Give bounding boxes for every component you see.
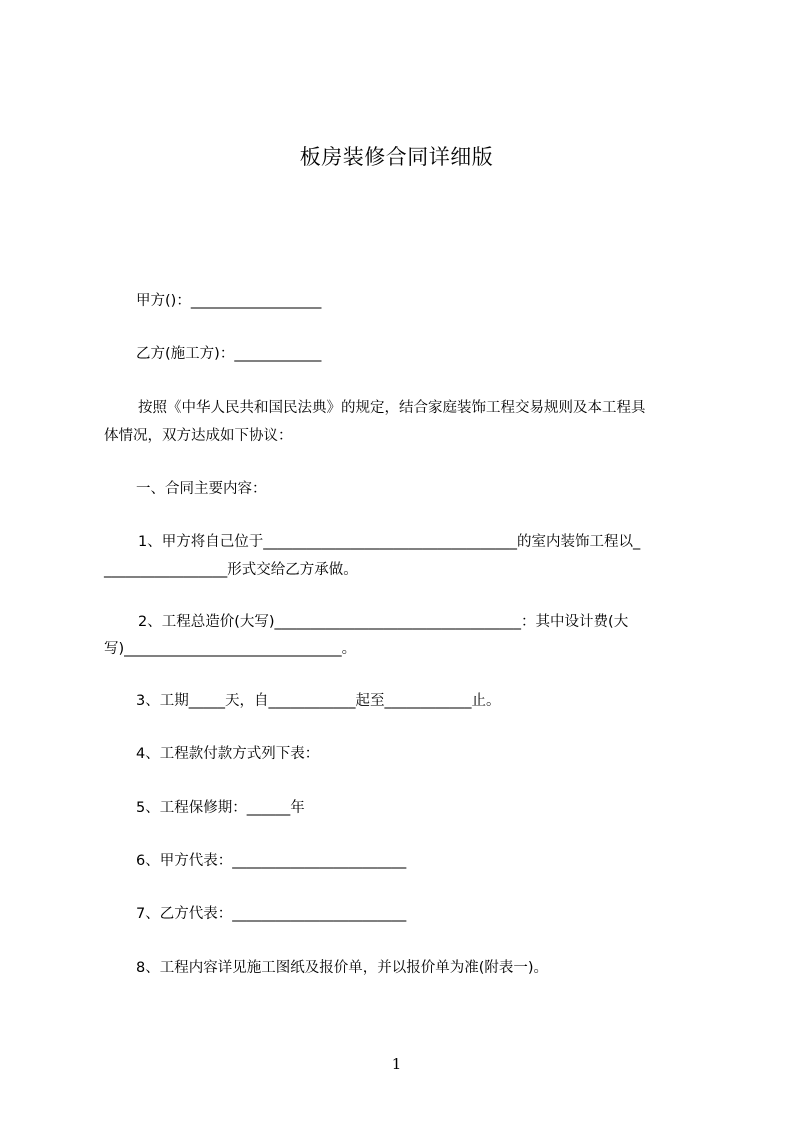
clause-2-line-1: 2、工程总造价(大写)__________________________________：其中设计费(大: [138, 614, 629, 630]
clause-1-line-2: _________________形式交给乙方承做。: [104, 562, 358, 578]
clause-5-line: 5、工程保修期：______年: [136, 800, 305, 816]
document-title: 板房装修合同详细版: [299, 145, 494, 169]
page-number: 1: [391, 1055, 402, 1073]
clause-1-line-1: 1、甲方将自己位于___________________________________的室内装饰工程以_: [138, 534, 641, 550]
clause-4-line: 4、工程款付款方式列下表：: [136, 746, 320, 762]
intro-paragraph-line-2: 体情况，双方达成如下协议：: [104, 428, 293, 444]
clause-3-line: 3、工期_____天，自____________起至____________止。: [136, 693, 501, 709]
intro-paragraph-line-1: 按照《中华人民共和国民法典》的规定，结合家庭装饰工程交易规则及本工程具: [138, 400, 646, 416]
party-b-line: 乙方(施工方)：____________: [136, 346, 322, 362]
clause-7-line: 7、乙方代表：________________________: [136, 906, 407, 922]
clause-2-line-2: 写)______________________________。: [104, 641, 357, 657]
section-heading: 一、合同主要内容：: [136, 481, 267, 497]
clause-6-line: 6、甲方代表：________________________: [136, 853, 407, 869]
party-a-line: 甲方()：__________________: [136, 293, 322, 309]
clause-8-line: 8、工程内容详见施工图纸及报价单，并以报价单为准(附表一)。: [136, 960, 549, 976]
